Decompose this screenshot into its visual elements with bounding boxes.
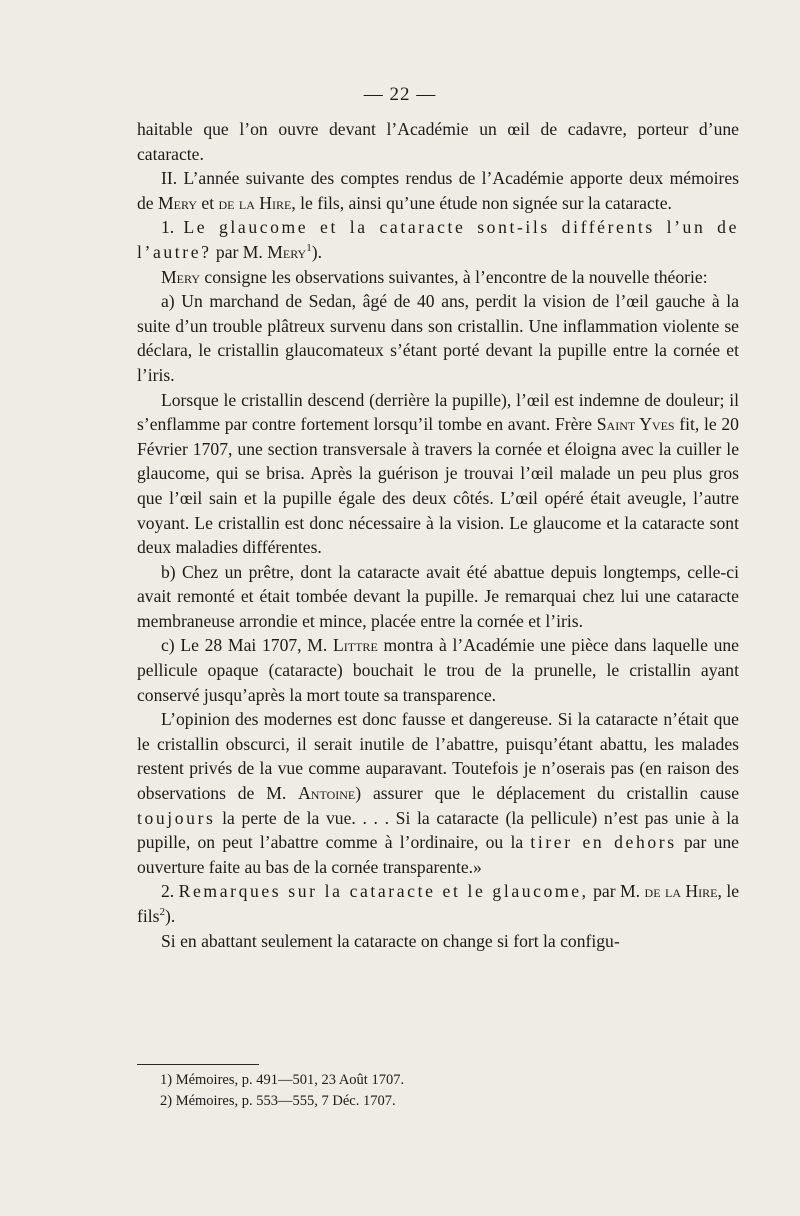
- section-number: 1.: [161, 217, 175, 238]
- p2-text-b: et: [197, 192, 219, 213]
- person-name-saint-yves: Saint Yves: [596, 414, 675, 435]
- paragraph-5: a) Un marchand de Sedan, âgé de 40 ans, perdit la vision de l’œil gauche à la suite d’un trouble plâtreux survenu dans son cristallin. Une inflammation violente se déclara, le cristallin glaucomateux s’étant porté devant la pupille entre la cornée et l’iris.: [137, 291, 739, 385]
- p3-text-a: par M.: [211, 241, 268, 262]
- p9-text-c: la perte de la vue. . . . Si la cataracte (la pellicule) n’est pas unie à la pupille, on peut l’abattre comme à l’ordinaire, ou la: [137, 807, 739, 853]
- author-name: Mery: [267, 241, 307, 262]
- author-name: de la Hire: [644, 881, 718, 902]
- author-name: Mery: [161, 266, 200, 287]
- emphasis-toujours: toujours: [137, 807, 216, 828]
- paragraph-9: [137, 707, 739, 879]
- person-name-antoine: Antoine: [298, 783, 356, 804]
- body-text: [137, 117, 739, 953]
- p9-text-b: ) assurer que le déplacement du cristallin cause: [355, 783, 739, 804]
- p9-text-d: par une ouverture faite au bas de la cornée transparente.»: [137, 832, 739, 877]
- paragraph-3: [137, 215, 739, 264]
- footnote-ref: 1: [306, 242, 312, 255]
- p9-text-a: L’opinion des modernes est donc fausse et dangereuse. Si la cataracte n’était que le cristallin obscurci, il serait inutile de l’abattre, puisqu’étant abattu, les malades restent privés de la vue comme auparavant. Toutefois je n’oserais pas (en raison des observations de M.: [137, 709, 739, 804]
- person-name-littre: Littre: [333, 635, 378, 656]
- footnote-divider: [137, 1064, 259, 1065]
- p10-end: ).: [164, 906, 176, 926]
- p8-text-b: montra à l’Académie une pièce dans laquelle une pellicule opaque (cataracte) bouchait le trou de la prunelle, le cristallin ayant conservé jusqu’après la mort toute sa transparence.: [137, 635, 739, 705]
- p6-text-b: fit, le 20 Février 1707, une section transversale à travers la cornée et éloigna avec la cuiller le glaucome, qui se brisa. Après la guérison je trouvai l’œil malade un peu plus gros que l’œil sain et la pupille égale des deux côtés. L’œil opéré était aveugle, l’autre voyant. Le cristallin est donc nécessaire à la vision. Le glaucome et la cataracte sont deux maladies différentes.: [137, 414, 739, 558]
- paragraph-10: [137, 879, 739, 928]
- p4-text: consigne les observations suivantes, à l’encontre de la nouvelle théorie:: [199, 266, 708, 287]
- p2-text-a: II. L’année suivante des comptes rendus de l’Académie apporte deux mémoires de: [137, 168, 739, 213]
- footnote-1: 1) Mémoires, p. 491—501, 23 Août 1707.: [160, 1072, 405, 1088]
- p3-end: ).: [311, 241, 322, 262]
- section-title: Remarques sur la cataracte et le glaucome,: [178, 881, 589, 902]
- section-number: 2.: [161, 881, 175, 902]
- page-number: — 22 —: [363, 84, 437, 105]
- paragraph-4: [137, 265, 739, 290]
- footnotes: [160, 1070, 720, 1112]
- author-name-mery: Mery: [158, 192, 197, 213]
- p10-text-a: par M.: [588, 881, 645, 902]
- paragraph-6: [137, 388, 739, 560]
- emphasis-tirer-en-dehors: tirer en dehors: [530, 832, 677, 853]
- paragraph-7: b) Chez un prêtre, dont la cataracte avait été abattue depuis longtemps, celle-ci avait remonté et était tombée devant la pupille. Je remarquai chez lui une cataracte membraneuse arrondie et mince, placée entre la cornée et l’iris.: [137, 561, 739, 631]
- p10-text-b: , le fils: [137, 881, 740, 926]
- paragraph-8: [137, 633, 739, 707]
- author-name-de-la-hire: de la Hire: [218, 192, 292, 213]
- paragraph-1: haitable que l’on ouvre devant l’Académie un œil de cadavre, porteur d’une cataracte.: [137, 119, 739, 164]
- p8-text-a: c) Le 28 Mai 1707, M.: [161, 635, 334, 656]
- paragraph-2: [137, 166, 739, 215]
- footnote-2: 2) Mémoires, p. 553—555, 7 Déc. 1707.: [160, 1093, 396, 1109]
- paragraph-11: Si en abattant seulement la cataracte on change si fort la configu-: [161, 930, 620, 951]
- p6-text-a: Lorsque le cristallin descend (derrière la pupille), l’œil est indemne de douleur; il s’enflamme par contre fortement lorsqu’il tombe en avant. Frère: [137, 389, 739, 435]
- section-title: Le glaucome et la cataracte sont-ils différents l’un de l’autre?: [137, 217, 739, 262]
- footnote-ref: 2: [159, 906, 165, 919]
- p2-text-c: , le fils, ainsi qu’une étude non signée sur la cataracte.: [291, 192, 672, 213]
